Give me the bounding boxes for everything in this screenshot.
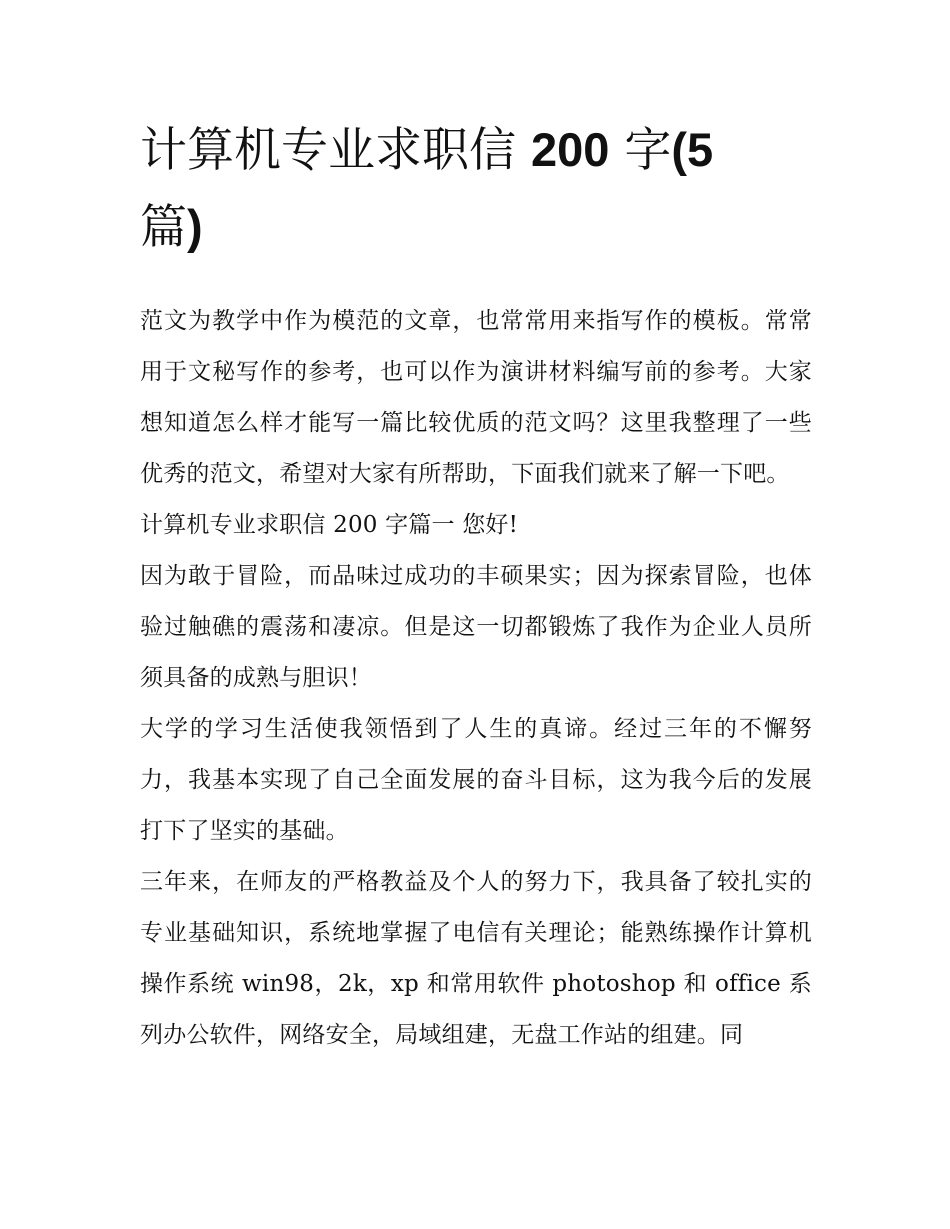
section-heading-1: 计算机专业求职信 200 字篇一 您好!: [140, 512, 519, 538]
title-text-2: 字: [609, 123, 672, 178]
body-paragraph-1: 因为敢于冒险，而品味过成功的丰硕果实；因为探索冒险，也体验过触礁的震荡和凄凉。但是这一切都锻炼了我作为企业人员所须具备的成熟与胆识！: [140, 563, 812, 691]
intro-paragraph: 范文为教学中作为模范的文章，也常常用来指写作的模板。常常用于文秘写作的参考，也可以作为演讲材料编写前的参考。大家想知道怎么样才能写一篇比较优质的范文吗？这里我整理了一些优秀的范文，希望对大家有所帮助，下面我们就来了解一下吧。: [140, 308, 812, 487]
title-text-3: 篇: [140, 200, 187, 255]
body-paragraph-3: 三年来，在师友的严格教益及个人的努力下，我具备了较扎实的专业基础知识，系统地掌握了电信有关理论；能熟练操作计算机操作系统 win98，2k，xp 和常用软件 photoshop 和 office 系列办公软件，网络安全，局域组建，无盘工作站的组建。同: [140, 869, 812, 1048]
title-text-1: 计算机专业求职信: [140, 123, 531, 178]
title-paren-open: (5: [671, 123, 714, 176]
document-page: [140, 112, 812, 1061]
document-title: [140, 112, 812, 266]
title-number: 200: [530, 123, 610, 176]
title-paren-close: ): [187, 200, 203, 253]
body-paragraph-2: 大学的学习生活使我领悟到了人生的真谛。经过三年的不懈努力，我基本实现了自己全面发展的奋斗目标，这为我今后的发展打下了坚实的基础。: [140, 716, 812, 844]
